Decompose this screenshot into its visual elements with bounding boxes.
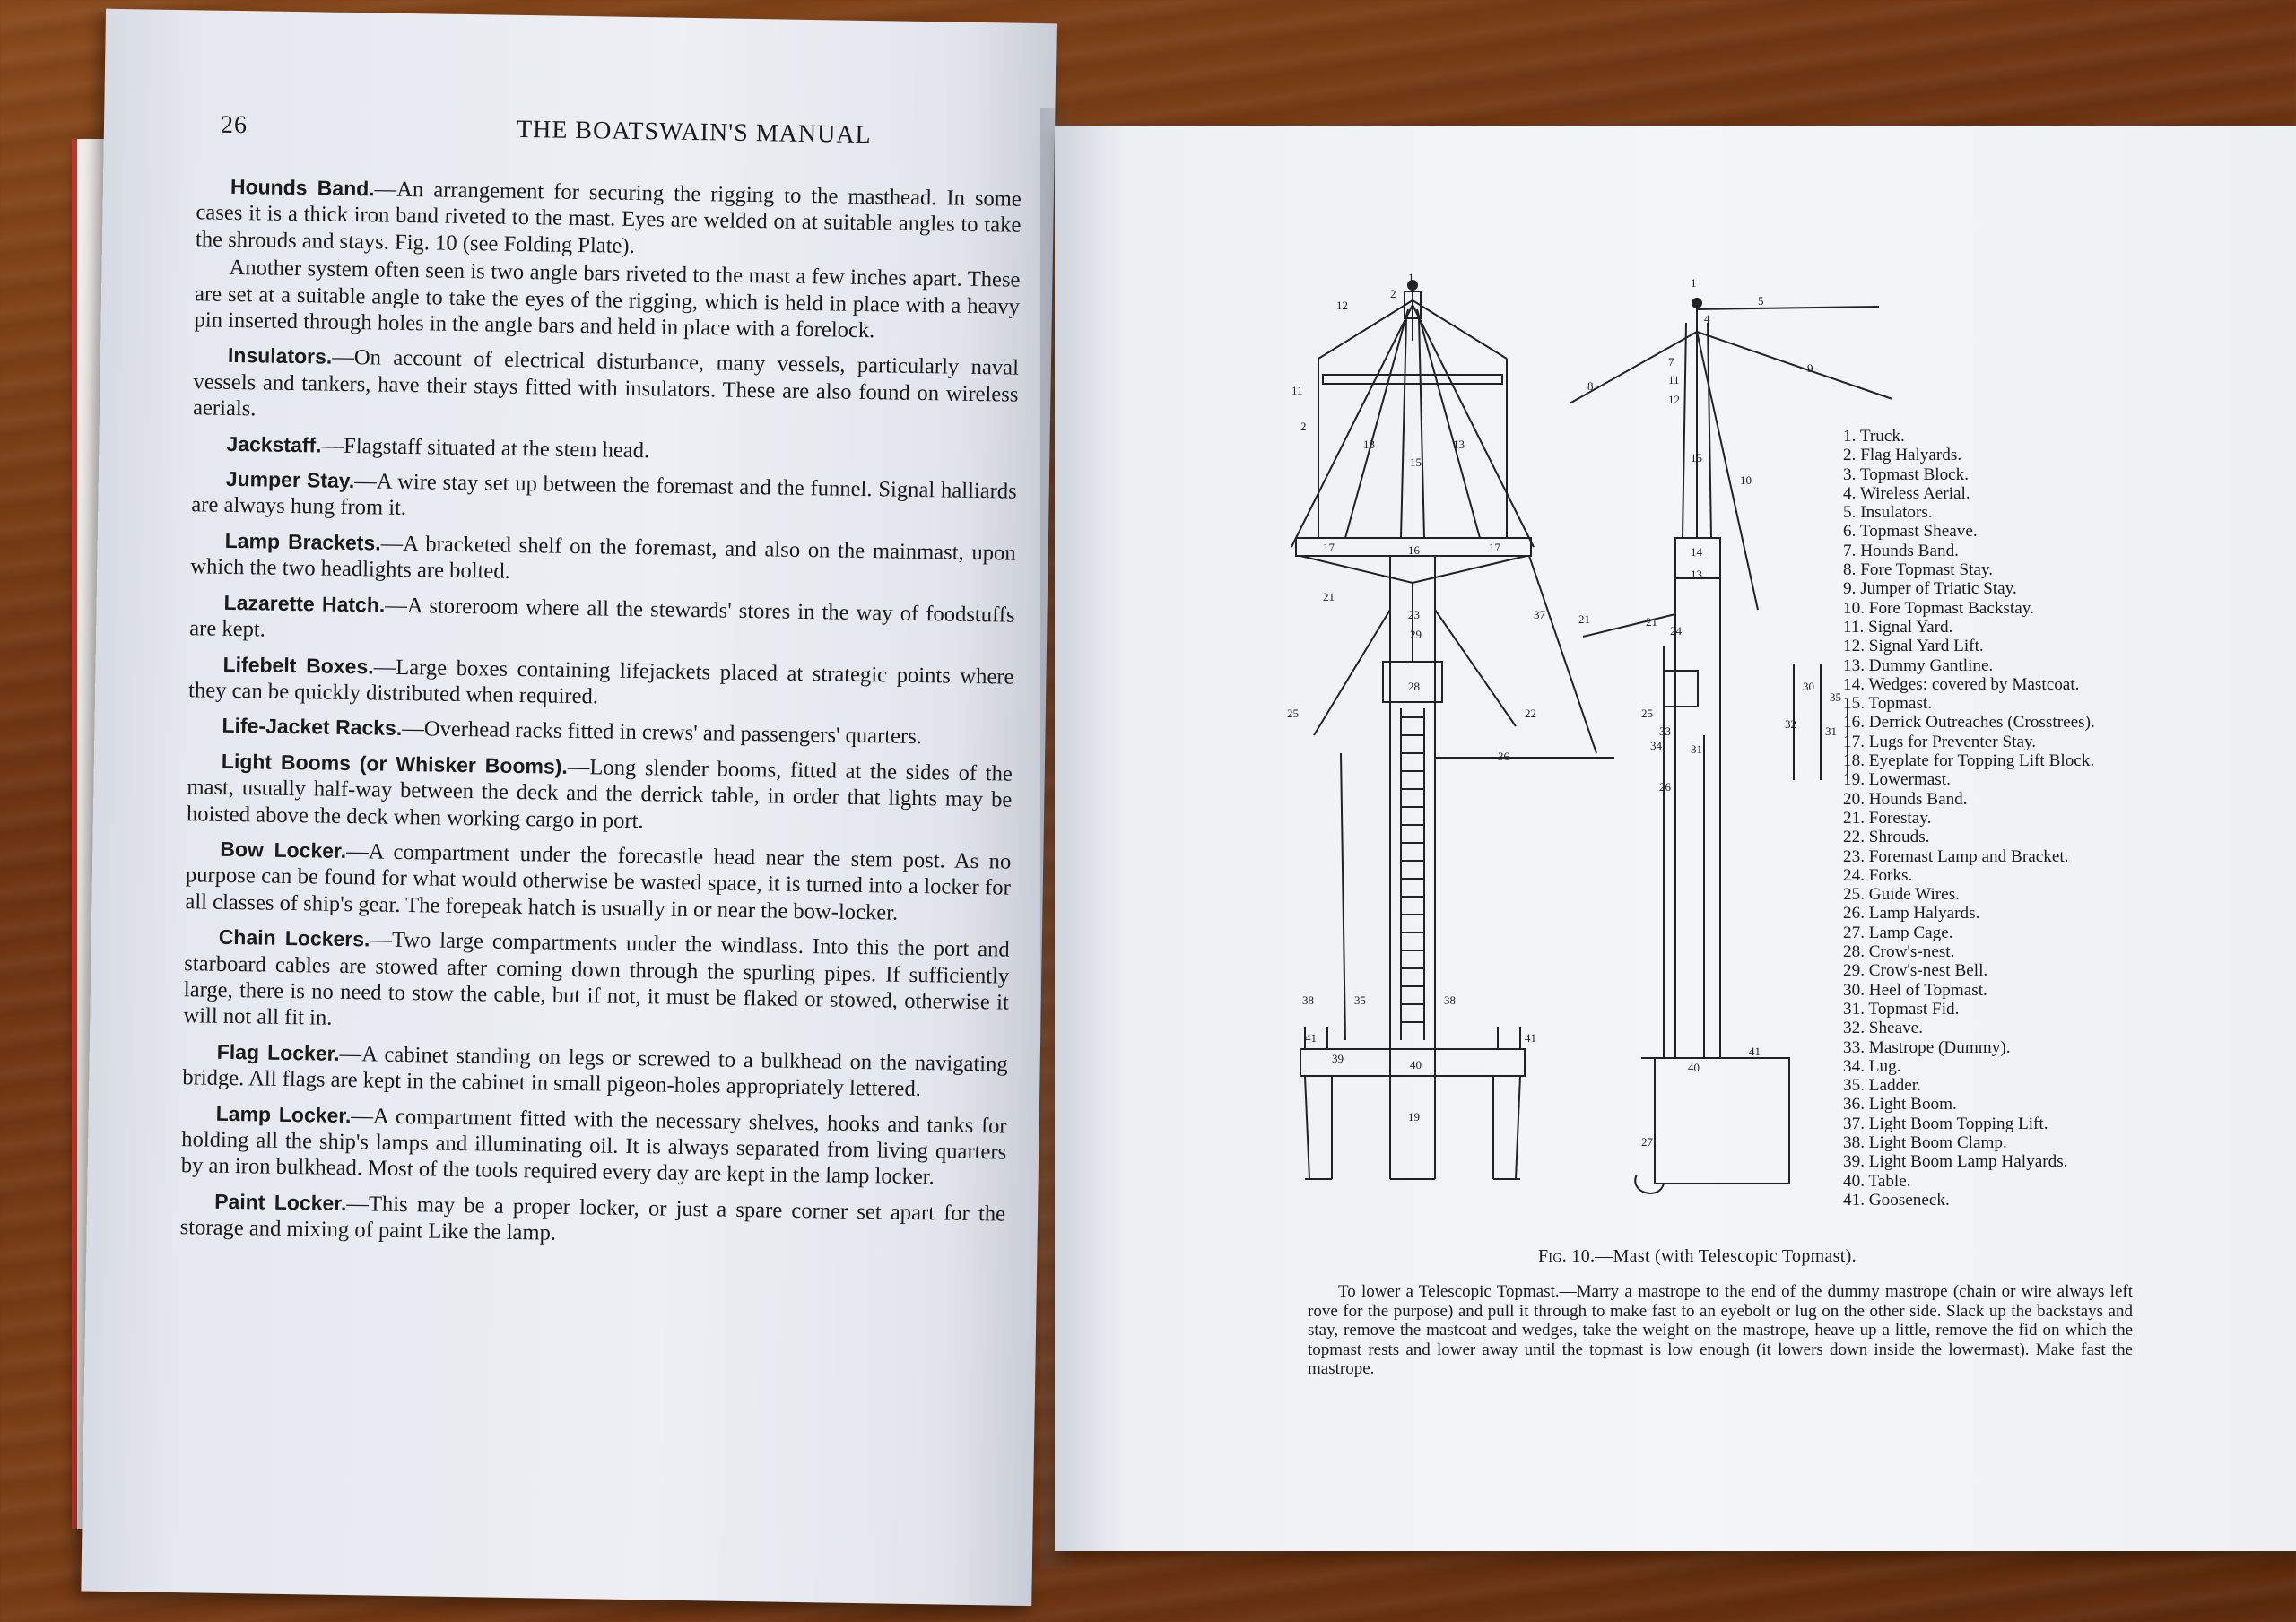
figure-callout-number: 4 [1704,312,1710,325]
glossary-term: Lifebelt Boxes. [222,652,374,678]
figure-callout-number: 21 [1646,615,1657,629]
figure-note-term: To lower a Telescopic Topmast. [1338,1282,1560,1301]
figure-callout-number: 27 [1641,1135,1653,1149]
legend-item: 17. Lugs for Preventer Stay. [1843,732,2037,751]
legend-item: 29. Crow's-nest Bell. [1843,961,1988,981]
legend-item: 7. Hounds Band. [1843,541,1959,560]
legend-item: 12. Signal Yard Lift. [1843,637,1984,656]
figure-callout-number: 17 [1489,541,1500,554]
legend-item: 19. Lowermast. [1843,770,1951,790]
figure-callout-number: 40 [1410,1058,1422,1071]
figure-callout-number: 14 [1691,545,1702,559]
glossary-term: Hounds Band. [230,174,375,201]
legend-item: 2. Flag Halyards. [1843,446,1962,465]
glossary-definition: —A bracketed shelf on the foremast, and also on the mainmast, upon which the two headlights are bolted. [190,531,1016,585]
legend-item: 28. Crow's-nest. [1843,942,1955,962]
glossary-entry [196,173,1022,265]
figure-callout-number: 9 [1807,361,1813,375]
legend-item: 9. Jumper of Triatic Stay. [1843,579,2017,599]
figure-note [1308,1282,2133,1379]
legend-item: 25. Guide Wires. [1843,885,1960,905]
figure-callout-number: 25 [1641,707,1653,720]
legend-item: 10. Fore Topmast Backstay. [1843,598,2034,618]
glossary-entry [188,651,1014,716]
running-title: THE BOATSWAIN'S MANUAL [516,115,872,150]
figure-callout-number: 31 [1691,742,1702,756]
glossary-definition: —On account of electrical disturbance, many vessels, particularly naval vessels and tankers, have their stays fitted with insulators. These are also found on wireless aerials. [192,345,1020,421]
glossary-definition: —Long slender booms, fitted at the sides of the mast, usually half-way between the deck and the derrick table, in order that lights may be hoisted above the deck when working cargo in port. [186,754,1013,833]
glossary-entry [183,924,1010,1042]
figure-number: Fig. 10. [1538,1246,1596,1266]
figure-callout-number: 26 [1659,780,1671,794]
glossary-definition: —Two large compartments under the windlass. Into this the port and starboard cables are stowed after coming down through the spurling pipes. If sufficiently large, there is no need to stow the cable, but if not, it must be flaked or stowed, otherwise it will not all fit in. [183,927,1010,1031]
glossary-definition: —An arrangement for securing the rigging to the masthead. In some cases it is a thick iron band riveted to the mast. Eyes are welded on at suitable angles to take the shrouds and stays. Fig. 10 (see Folding Plate). [195,177,1022,258]
glossary-term: Bow Locker. [220,837,347,863]
figure-title: —Mast (with Telescopic Topmast). [1595,1246,1857,1266]
figure-callout-number: 41 [1305,1031,1317,1045]
figure-callout-number: 28 [1408,680,1420,693]
figure-callout-number: 16 [1408,543,1420,557]
front-view-mast [1292,281,1614,1179]
legend-item: 1. Truck. [1843,427,1905,446]
glossary-entry [182,1038,1008,1104]
legend-item: 27. Lamp Cage. [1843,923,1953,942]
legend-item: 11. Signal Yard. [1843,617,1953,637]
glossary-definition: Another system often seen is two angle bars riveted to the mast a few inches apart. These are set at a suitable angle to take the eyes of the rigging, which is held in place with a heavy pin inserted through holes in the angle bars and held in place with a forelock. [194,256,1021,343]
legend-item: 15. Topmast. [1843,694,1933,714]
figure-callout-number: 40 [1688,1061,1700,1074]
glossary-term: Jumper Stay. [225,466,355,493]
figure-callout-number: 21 [1323,590,1335,603]
legend-item: 36. Light Boom. [1843,1095,1957,1115]
figure-callout-number: 32 [1785,717,1796,731]
glossary-definition: —Flagstaff situated at the stem head. [321,433,650,463]
legend-item: 37. Light Boom Topping Lift. [1843,1114,2048,1133]
legend-item: 24. Forks. [1843,865,1913,885]
figure-callout-number: 25 [1287,707,1299,720]
figure-callout-number: 8 [1587,379,1594,393]
figure-callout-number: 13 [1453,438,1465,451]
figure-callout-number: 35 [1830,690,1841,704]
glossary-definition: —Overhead racks fitted in crews' and passengers' quarters. [402,716,923,750]
figure-callout-number: 1 [1408,271,1414,284]
figure-callouts [1287,271,1841,1149]
legend-item: 14. Wedges: covered by Mastcoat. [1843,674,2080,694]
glossary-entry [189,589,1015,655]
glossary-entry [187,748,1013,840]
glossary-entry [181,1100,1007,1193]
figure-callout-number: 13 [1363,438,1375,451]
glossary-entry [192,430,1017,470]
figure-callout-number: 21 [1578,612,1590,626]
legend-item: 34. Lug. [1843,1056,1901,1076]
figure-callout-number: 38 [1302,993,1314,1007]
figure-callout-number: 12 [1336,299,1348,312]
figure-callout-number: 1 [1691,276,1697,290]
figure-callout-number: 35 [1354,993,1366,1007]
figure-callout-number: 23 [1408,608,1420,621]
legend-item: 16. Derrick Outreaches (Crosstrees). [1843,713,2095,733]
figure-callout-number: 34 [1650,739,1662,752]
legend-item: 32. Sheave. [1843,1019,1923,1038]
legend-item: 31. Topmast Fid. [1843,999,1960,1019]
glossary-term: Insulators. [227,343,333,369]
figure-callout-number: 37 [1534,608,1545,621]
glossary-definition: —A compartment under the forecastle head near the stem post. As no purpose can be found for what would otherwise be wasted space, it is turned into a locker for all classes of ship's gear. The forepeak hatch is usually in or near the bow-locker. [185,838,1012,925]
glossary-term: Flag Locker. [216,1039,340,1065]
figure-callout-number: 41 [1749,1045,1761,1058]
figure-note-text: —Marry a mastrope to the end of the dummy mastrope (chain or wire always left rove for the purpose) and pull it through to make fast to an eyebolt or lug on the other side. Slack up the backstays and stay, remove the mastcoat and wedges, take the weight on the mastrope, heave up a little, remove the fid on which the topmast rests and lower away until the topmast is low enough (it lowers down inside the lowermast). Make fast the mastrope. [1308,1282,2133,1378]
glossary-entry [190,527,1016,593]
figure-caption [1538,1246,1857,1267]
legend-item: 13. Dummy Gantline. [1843,655,1994,675]
glossary-definition: —A compartment fitted with the necessary shelves, hooks and tanks for holding all the ship's lamps and illuminating oil. It is always separated from living quarters by an iron bulkhead. Most of the tools required every day are kept in the lamp locker. [180,1103,1007,1190]
figure-callout-number: 17 [1323,541,1335,554]
figure-callout-number: 36 [1498,750,1509,763]
glossary-entry [193,343,1019,435]
legend-item: 40. Table. [1843,1171,1911,1191]
glossary-term: Lazarette Hatch. [223,590,386,617]
figure-callout-number: 33 [1659,724,1671,738]
figure-callout-number: 12 [1668,393,1680,406]
figure-callout-number: 11 [1668,373,1680,386]
glossary-text [179,173,1022,1262]
legend-item: 38. Light Boom Clamp. [1843,1132,2007,1152]
legend-item: 20. Hounds Band. [1843,789,1968,809]
figure-callout-number: 15 [1691,451,1702,464]
figure-legend [1843,427,2095,1210]
legend-item: 18. Eyeplate for Topping Lift Block. [1843,751,2095,771]
legend-item: 5. Insulators. [1843,503,1933,523]
glossary-entry [191,465,1017,531]
glossary-entry [194,254,1020,346]
figure-callout-number: 19 [1408,1110,1420,1123]
legend-item: 22. Shrouds. [1843,828,1930,847]
glossary-entry [187,713,1013,752]
figure-callout-number: 5 [1758,294,1764,308]
figure-callout-number: 31 [1825,724,1837,738]
glossary-entry [185,836,1011,928]
glossary-term: Paint Locker. [213,1189,347,1215]
legend-item: 3. Topmast Block. [1843,464,1970,484]
glossary-definition: —This may be a proper locker, or just a spare corner set apart for the storage and mixing of paint Like the lamp. [179,1191,1006,1245]
figure-callout-number: 39 [1332,1052,1344,1065]
figure-callout-number: 13 [1691,568,1702,581]
legend-item: 33. Mastrope (Dummy). [1843,1037,2011,1057]
glossary-term: Lamp Brackets. [224,528,381,555]
figure-callout-number: 2 [1390,287,1396,300]
legend-item: 6. Topmast Sheave. [1843,522,1978,542]
legend-item: 30. Heel of Topmast. [1843,980,1987,1000]
glossary-term: Life-Jacket Racks. [222,714,403,741]
glossary-definition: —A wire stay set up between the foremast and the funnel. Signal halliards are always hung from it. [191,469,1017,521]
legend-item: 26. Lamp Halyards. [1843,904,1980,924]
figure-callout-number: 30 [1803,680,1814,693]
glossary-entry [179,1188,1005,1253]
glossary-term: Light Booms (or Whisker Booms). [221,749,568,778]
figure-callout-number: 11 [1292,384,1303,397]
legend-item: 39. Light Boom Lamp Halyards. [1843,1152,2068,1172]
page-number: 26 [220,110,248,140]
legend-item: 8. Fore Topmast Stay. [1843,560,1994,580]
figure-callout-number: 38 [1444,993,1456,1007]
figure-callout-number: 29 [1410,628,1422,641]
legend-item: 4. Wireless Aerial. [1843,483,1970,503]
figure-callout-number: 10 [1740,473,1752,487]
legend-item: 21. Forestay. [1843,808,1932,828]
figure-callout-number: 2 [1300,420,1307,433]
glossary-definition: —A cabinet standing on legs or screwed to a bulkhead on the navigating bridge. All flags are kept in the cabinet in small pigeon-holes appropriately lettered. [182,1041,1008,1102]
glossary-definition: —A storeroom where all the stewards' stores in the way of foodstuffs are kept. [189,593,1015,642]
figure-callout-number: 22 [1525,707,1536,720]
figure-callout-number: 7 [1668,355,1674,369]
legend-item: 41. Gooseneck. [1843,1190,1950,1210]
mast-diagram [1283,269,1910,1237]
figure-callout-number: 41 [1525,1031,1536,1045]
left-page [81,9,1057,1606]
glossary-term: Jackstaff. [226,431,322,457]
legend-item: 35. Ladder. [1843,1076,1921,1096]
glossary-term: Lamp Locker. [215,1101,352,1127]
glossary-term: Chain Lockers. [218,924,370,951]
figure-callout-number: 15 [1410,455,1422,469]
figure-callout-number: 24 [1670,624,1682,638]
glossary-definition: —Large boxes containing lifejackets placed at strategic points where they can be quickly distributed when required. [187,654,1014,709]
legend-item: 23. Foremast Lamp and Bracket. [1843,846,2069,866]
